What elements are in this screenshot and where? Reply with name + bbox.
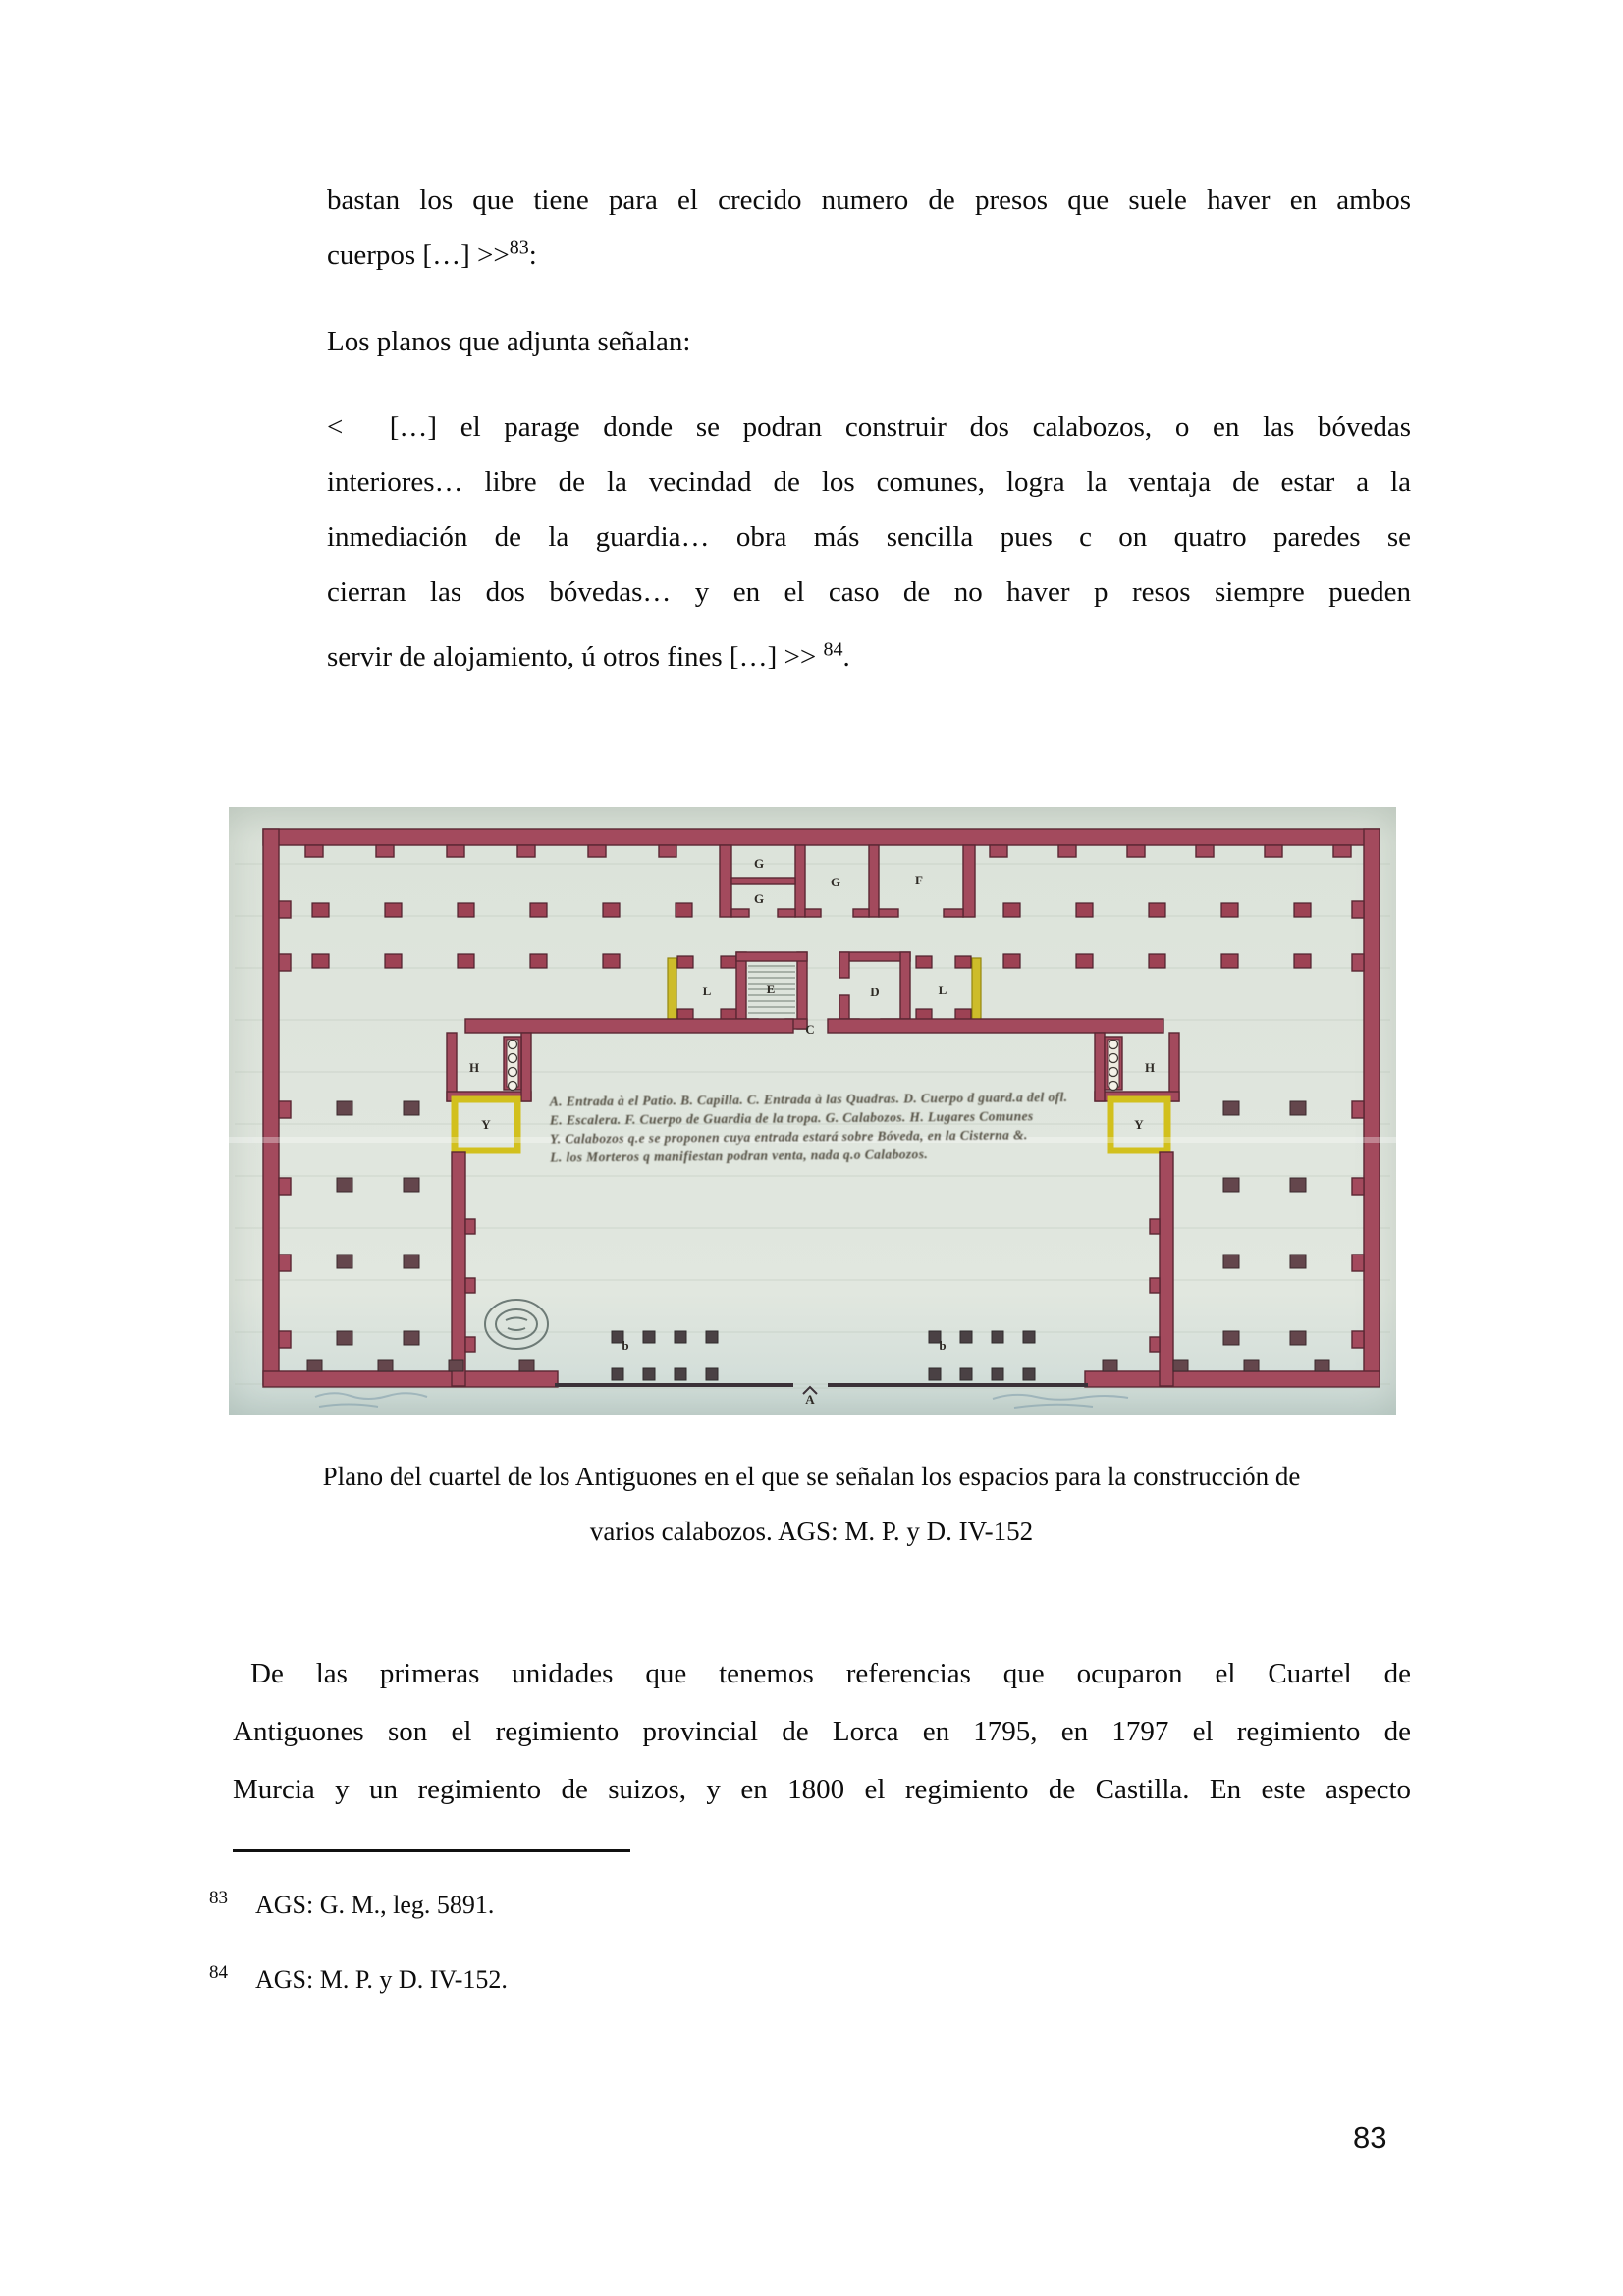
paragraph-body — [233, 1645, 1411, 1819]
text-line: servir de alojamiento, ú otros fines […] >> $^{84}$. — [327, 638, 850, 672]
footnote-number: 83 — [209, 1888, 228, 1909]
page-number: 83 — [1353, 2120, 1387, 2155]
room-label-L: L — [702, 984, 712, 998]
room-label-H: H — [1144, 1060, 1156, 1075]
room-label-L: L — [938, 983, 947, 997]
room-label-Y: Y — [481, 1117, 491, 1132]
legend-line: E. Escalera. F. Cuerpo de Guardia de la tropa. G. Calabozos. H. Lugares Comunes — [549, 1108, 1034, 1128]
legend-line: A. Entrada à el Patio. B. Capilla. C. Entrada à las Quadras. D. Cuerpo d guard.a del ofl. — [549, 1090, 1068, 1109]
paragraph-quote-continuation — [327, 173, 1411, 283]
text-line: inmediación de la guardia… obra más sencilla pues c on quatro paredes se — [327, 521, 1411, 553]
room-label-H: H — [468, 1060, 480, 1075]
footnote-84 — [209, 1962, 1093, 1995]
room-label-E: E — [766, 982, 776, 996]
legend-line: L. los Morteros q manifiestan podran venta, nada q.o Calabozos. — [550, 1147, 929, 1165]
text-line: cuerpos […] >>$^{83}$: — [327, 237, 537, 271]
floorplan-image — [229, 807, 1396, 1415]
room-label-Y: Y — [1134, 1117, 1144, 1132]
room-label-F: F — [915, 873, 923, 887]
text-line: Antiguones son el regimiento provincial de Lorca en 1795, en 1797 el regimiento de — [233, 1716, 1411, 1747]
floorplan-legend — [550, 1087, 1140, 1166]
paragraph-intro — [327, 314, 1411, 369]
text-line: Los planos que adjunta señalan: — [327, 326, 691, 357]
footnote-83 — [209, 1888, 1093, 1920]
room-label-G: G — [753, 856, 765, 871]
room-label-C: C — [805, 1022, 815, 1037]
text-line: bastan los que tiene para el crecido numero de presos que suele haver en ambos — [327, 185, 1411, 216]
text-line: cierran las dos bóvedas… y en el caso de no haver p resos siempre pueden — [327, 576, 1411, 608]
text-line: varios calabozos. AGS: M. P. y D. IV-152 — [589, 1517, 1034, 1546]
room-label-b: b — [939, 1338, 947, 1353]
room-label-G: G — [753, 891, 765, 906]
footnote-text: AGS: M. P. y D. IV-152. — [255, 1965, 508, 1994]
room-label-G: G — [830, 875, 841, 889]
text-line: De las primeras unidades que tenemos referencias que ocuparon el Cuartel de — [250, 1658, 1411, 1689]
figure-caption — [128, 1449, 1495, 1559]
room-label-A: A — [805, 1392, 815, 1407]
paragraph-blockquote — [327, 400, 1411, 684]
text-line: Murcia y un regimiento de suizos, y en 1800 el regimiento de Castilla. En este aspecto — [233, 1774, 1411, 1805]
text-line: Plano del cuartel de los Antiguones en el que se señalan los espacios para la construcción de — [322, 1462, 1301, 1491]
footnote-text: AGS: G. M., leg. 5891. — [255, 1891, 495, 1919]
text-line: interiores… libre de la vecindad de los comunes, logra la ventaja de estar a la — [327, 466, 1411, 498]
footnote-number: 84 — [209, 1962, 228, 1984]
room-label-D: D — [870, 985, 880, 999]
text-line: < […] el parage donde se podran construir dos calabozos, o en las bóvedas — [327, 411, 1411, 443]
legend-line: Y. Calabozos q.e se proponen cuya entrada estará sobre Bóveda, en la Cisterna &. — [550, 1127, 1028, 1147]
room-label-b: b — [622, 1338, 629, 1353]
footnote-separator — [233, 1849, 630, 1852]
